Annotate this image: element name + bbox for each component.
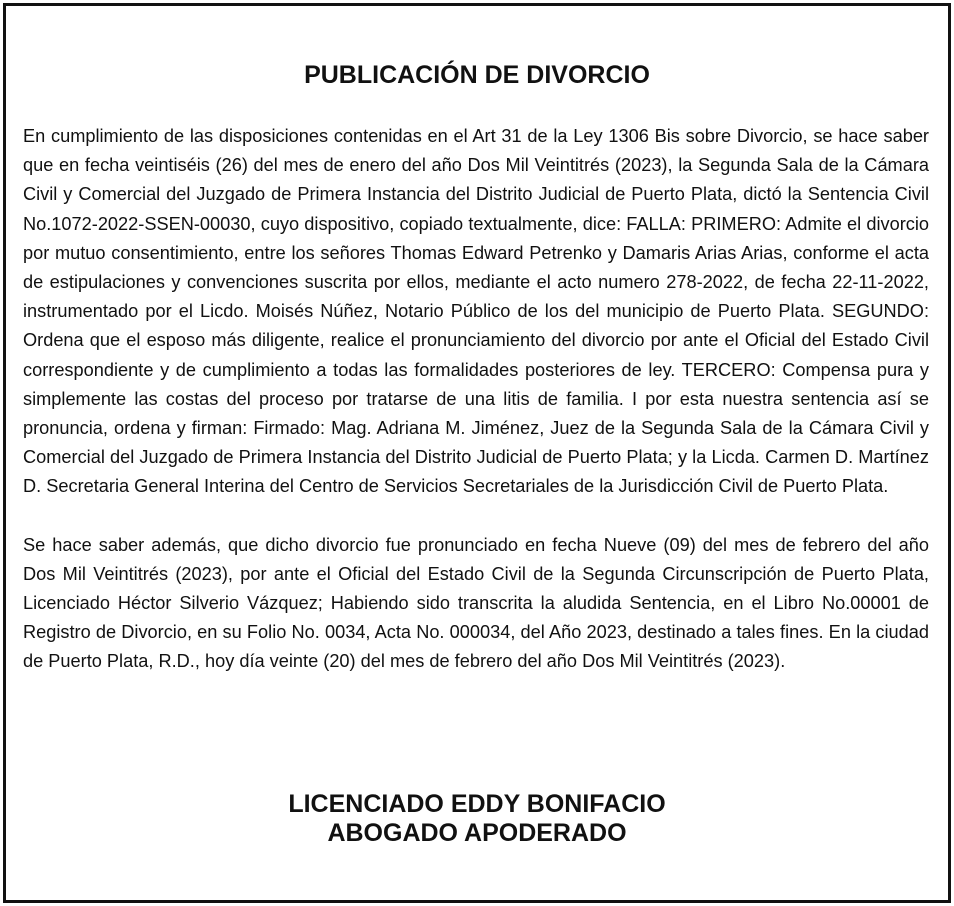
signature-role: ABOGADO APODERADO: [327, 819, 627, 847]
paragraph-sentence: En cumplimiento de las disposiciones contenidas en el Art 31 de la Ley 1306 Bis sobre Divorcio, se hace saber que en fecha veintiséis (26) del mes de enero del año Dos Mil Veintitrés (2023), la Segunda Sala de la Cámara Civil y Comercial del Juzgado de Primera Instancia del Distrito Judicial de Puerto Plata, dictó la Sentencia Civil No.1072-2022-SSEN-00030, cuyo dispositivo, copiado textualmente, dice: FALLA: PRIMERO: Admite el divorcio por mutuo consentimiento, entre los señores Thomas Edward Petrenko y Damaris Arias Arias, conforme el acta de estipulaciones y convenciones suscrita por ellos, mediante el acto numero 278-2022, de fecha 22-11-2022, instrumentado por el Licdo. Moisés Núñez, Notario Público de los del municipio de Puerto Plata. SEGUNDO: Ordena que el esposo más diligente, realice el pronunciamiento del divorcio por ante el Oficial del Estado Civil correspondiente y de cumplimiento a todas las formalidades posteriores de ley. TERCERO: Compensa pura y simplemente las costas del proceso por tratarse de una litis de familia. I por esta nuestra sentencia así se pronuncia, ordena y firman: Firmado: Mag. Adriana M. Jiménez, Juez de la Segunda Sala de la Cámara Civil y Comercial del Juzgado de Primera Instancia del Distrito Judicial de Puerto Plata; y la Licda. Carmen D. Martínez D. Secretaria General Interina del Centro de Servicios Secretariales de la Jurisdicción Civil de Puerto Plata.: [23, 126, 929, 497]
paragraph-pronouncement: Se hace saber además, que dicho divorcio fue pronunciado en fecha Nueve (09) del mes de febrero del año Dos Mil Veintitrés (2023), por ante el Oficial del Estado Civil de la Segunda Circunscripción de Puerto Plata, Licenciado Héctor Silverio Vázquez; Habiendo sido transcrita la aludida Sentencia, en el Libro No.00001 de Registro de Divorcio, en su Folio No. 0034, Acta No. 000034, del Año 2023, destinado a tales fines. En la ciudad de Puerto Plata, R.D., hoy día veinte (20) del mes de febrero del año Dos Mil Veintitrés (2023).: [23, 534, 929, 672]
signature-name: LICENCIADO EDDY BONIFACIO: [288, 790, 666, 818]
divorce-notice: [3, 3, 951, 903]
signature-block: [6, 790, 948, 848]
notice-body: [23, 122, 929, 677]
notice-title: PUBLICACIÓN DE DIVORCIO: [304, 61, 650, 89]
